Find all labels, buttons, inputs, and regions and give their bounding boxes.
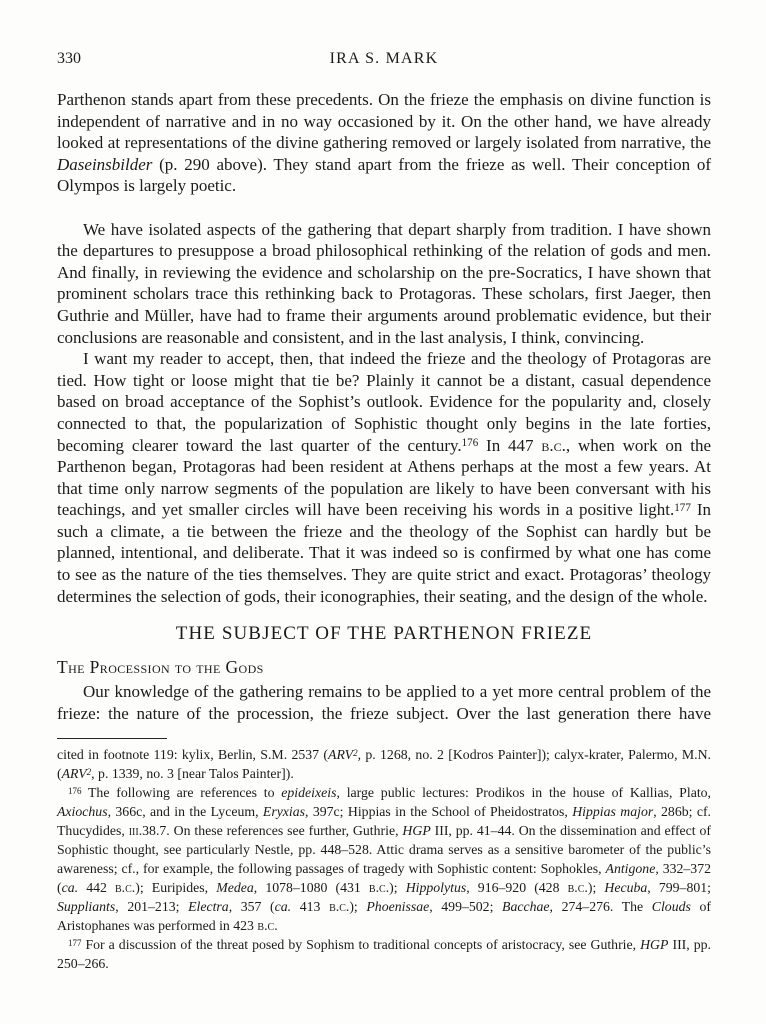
text-run: cited in footnote 119: kylix, Berlin, S.M. 2537 ( [57, 747, 329, 763]
text-run: Axiochus [57, 804, 108, 820]
text-run: , 274–276. The [549, 899, 652, 915]
body-paragraph-4 [57, 681, 711, 724]
text-run: , 357 ( [228, 899, 275, 915]
text-run: 2 [353, 747, 358, 758]
text-run: 177 [674, 501, 691, 514]
footnote-177 [57, 935, 711, 973]
text-run: , 1078–1080 (431 [253, 880, 369, 896]
text-run: , 286b; cf. Thucydides, [57, 804, 711, 839]
text-run: 442 [78, 880, 115, 896]
text-run: , 332–372 ( [57, 861, 712, 896]
text-run: Hippias major [572, 804, 654, 820]
text-run: Eryxias [262, 804, 306, 820]
text-run: b.c. [541, 435, 566, 455]
text-run: Parthenon stands apart from these precedents. On the frieze the emphasis on divine function is independent of narrative and in no way occasioned by it. On the other hand, we have already looked at representations of the divine gathering removed or largely isolated from narrative, the [57, 90, 711, 153]
text-run: Suppliants [57, 899, 116, 915]
text-run: Antigone [605, 861, 656, 877]
text-run: Hecuba [604, 880, 648, 896]
text-run: ARV [328, 747, 354, 763]
body-paragraph-1 [57, 89, 711, 197]
footnote-continuation [57, 745, 711, 783]
text-run: HGP [640, 937, 669, 953]
text-run: 2 [86, 766, 92, 777]
text-run: of Aristophanes was performed in 423 [57, 899, 711, 934]
text-run: , 366c, and in the Lyceum, [107, 804, 263, 820]
text-run: The following are references to [81, 785, 282, 801]
text-run: iii [128, 823, 139, 839]
text-run: Our knowledge of the gathering remains to be applied to a yet more central problem of the frieze: the nature of the procession, the frieze subject. Over the last generation there have [57, 682, 711, 723]
body-paragraph-2 [57, 219, 711, 349]
text-run: b.c. [115, 880, 136, 896]
footnote-separator-rule [57, 738, 167, 739]
text-run: b.c. [257, 918, 278, 934]
footnote-176 [57, 783, 711, 935]
subsection-heading: The Procession to the Gods [57, 657, 264, 678]
text-run: ca. [274, 899, 292, 915]
text-run: b.c. [329, 899, 350, 915]
text-run: .38.7. On these references see further, Guthrie, [138, 823, 403, 839]
text-run: For a discussion of the threat posed by Sophism to traditional concepts of aristocracy, see Guthrie, [81, 937, 641, 953]
text-run: , large public lectures: Prodikos in the house of Kallias, Plato, [336, 785, 711, 801]
text-run: 176 [461, 436, 479, 449]
text-run: 413 [291, 899, 330, 915]
text-run: Daseinsbilder [57, 154, 153, 174]
running-head-author: IRA S. MARK [329, 50, 439, 67]
text-run: , p. 1339, no. 3 [near Talos Painter]). [91, 766, 294, 782]
text-run: ); [349, 899, 367, 915]
text-run: Hippolytus [405, 880, 467, 896]
page-number: 330 [57, 50, 81, 67]
text-run: , 799–801; [647, 880, 711, 896]
text-run: ); [587, 880, 605, 896]
text-run: epideixeis [281, 785, 337, 801]
page-body [57, 89, 711, 724]
text-run: In 447 [478, 435, 542, 455]
text-run: ); Euripides, [135, 880, 217, 896]
text-run: b.c. [368, 880, 390, 896]
text-run: , 916–920 (428 [466, 880, 568, 896]
text-run: 177 [68, 937, 82, 948]
text-run: Bacchae [502, 899, 550, 915]
text-run: Electra [188, 899, 229, 915]
text-run: b.c. [567, 880, 588, 896]
text-run: , when work on the Parthenon began, Protagoras had been resident at Athens perhaps at the most a few years. At that time only narrow segments of the population are likely to have been conversant with his teachings, and yet smaller circles will have been receiving his words in a positive light. [57, 435, 711, 520]
text-run: Phoenissae [366, 899, 430, 915]
text-run: , 201–213; [115, 899, 189, 915]
text-run: I want my reader to accept, then, that indeed the frieze and the theology of Protagoras are tied. How tight or loose might that tie be? Plainly it cannot be a distant, casual dependence based on broad acceptance of the Sophist’s outlook. Evidence for the popularity and, closely connected to that, the popularization of Sophistic thought only begins in the late forties, becoming clearer toward the last quarter of the century. [57, 349, 711, 455]
section-heading: THE SUBJECT OF THE PARTHENON FRIEZE [175, 623, 593, 645]
text-run: , 499–502; [429, 899, 503, 915]
text-run: , p. 1268, no. 2 [Kodros Painter]); calyx-krater, Palermo, M.N. ( [57, 747, 712, 782]
body-paragraph-3 [57, 348, 711, 607]
text-run: Medea [216, 880, 254, 896]
text-run: ); [389, 880, 406, 896]
text-run: ca. [61, 880, 79, 896]
text-run: In such a climate, a tie between the frieze and the theology of the Sophist can hardly but be planned, intentional, and deliberate. That it was indeed so is confirmed by what one has come to see as the nature of the ties themselves. They are quite strict and exact. Protagoras’ theology determines the selection of gods, their iconographies, their seating, and the design of the whole. [57, 500, 711, 606]
text-run: , 397c; Hippias in the School of Pheidostratos, [305, 804, 573, 820]
text-run: III, pp. 41–44. On the dissemination and effect of Sophistic thought, see particularly Nestle, pp. 448–528. Attic drama serves as a sensitive barometer of the public’s awareness; cf., for example, the following passages of tragedy with Sophistic content: Sophokles, [57, 823, 711, 877]
text-run: Clouds [651, 899, 691, 915]
text-run: (p. 290 above). They stand apart from the frieze as well. Their conception of Olympos is largely poetic. [57, 154, 711, 196]
running-header [57, 50, 711, 68]
text-run: ARV [61, 766, 87, 782]
text-run: HGP [402, 823, 431, 839]
footnotes-section [57, 738, 711, 973]
text-run: III, pp. 250–266. [57, 937, 711, 972]
text-run: 176 [68, 785, 82, 796]
text-run: We have isolated aspects of the gathering that depart sharply from tradition. I have shown the departures to presuppose a broad philosophical rethinking of the relation of gods and men. And finally, in reviewing the evidence and scholarship on the pre-Socratics, I have shown that prominent scholars trace this rethinking back to Protagoras. These scholars, first Jaeger, then Guthrie and Müller, have had to frame their arguments around problematic evidence, but their conclusions are reasonable and consistent, and in the last analysis, I think, convincing. [57, 219, 711, 347]
